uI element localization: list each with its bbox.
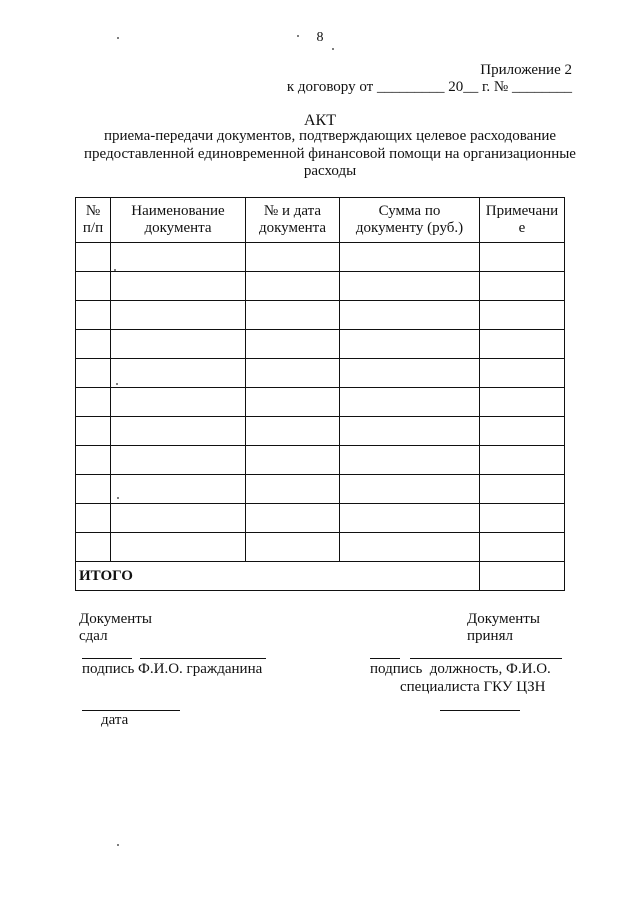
column-header-number: № п/п xyxy=(76,198,111,243)
left-label-line2: сдал xyxy=(79,628,108,644)
table-cell xyxy=(76,475,111,504)
table-row xyxy=(76,243,565,272)
table-cell xyxy=(246,446,340,475)
scan-speck xyxy=(332,48,334,50)
right-signature-caption-2: специалиста ГКУ ЦЗН xyxy=(400,679,546,695)
table-cell xyxy=(76,533,111,562)
right-position-fio-line xyxy=(410,658,562,659)
table-row xyxy=(76,272,565,301)
right-label-line2: принял xyxy=(467,628,513,644)
table-cell xyxy=(246,533,340,562)
table-cell xyxy=(340,301,480,330)
scan-speck xyxy=(117,844,119,846)
table-cell xyxy=(340,388,480,417)
table-cell xyxy=(480,533,565,562)
table-body xyxy=(76,243,565,591)
document-subtitle: приема-передачи документов, подтверждающих целевое расходование предоставленной единовременной финансовой помощи на организационные расходы xyxy=(84,128,576,179)
page-number: 8 xyxy=(316,30,324,45)
table-cell xyxy=(340,330,480,359)
table-cell xyxy=(111,388,246,417)
table-row xyxy=(76,417,565,446)
column-header-doc-number-date: № и дата документа xyxy=(246,198,340,243)
table-cell xyxy=(246,359,340,388)
column-header-name: Наименование документа xyxy=(111,198,246,243)
table-cell xyxy=(76,417,111,446)
table-cell xyxy=(480,301,565,330)
table-cell xyxy=(340,272,480,301)
left-date-label: дата xyxy=(101,712,129,728)
right-date-line xyxy=(440,710,520,711)
table-cell xyxy=(340,504,480,533)
right-signature-caption-1: подпись должность, Ф.И.О. xyxy=(370,661,551,677)
documents-table xyxy=(75,197,565,591)
table-cell xyxy=(340,446,480,475)
table-cell xyxy=(246,475,340,504)
table-cell xyxy=(76,243,111,272)
table-cell xyxy=(76,446,111,475)
table-cell xyxy=(76,301,111,330)
table-cell xyxy=(480,504,565,533)
table-row xyxy=(76,330,565,359)
table-cell xyxy=(480,272,565,301)
table-cell xyxy=(340,417,480,446)
appendix-label: Приложение 2 xyxy=(480,62,572,78)
table-row xyxy=(76,475,565,504)
table-cell xyxy=(246,243,340,272)
table-cell xyxy=(480,417,565,446)
table-cell xyxy=(246,417,340,446)
table-row xyxy=(76,504,565,533)
left-fio-line xyxy=(140,658,266,659)
table-cell xyxy=(246,272,340,301)
table-cell xyxy=(111,330,246,359)
table-cell xyxy=(340,243,480,272)
table-cell xyxy=(111,243,246,272)
contract-reference: к договору от _________ 20__ г. № ________ xyxy=(286,79,572,95)
table-row xyxy=(76,301,565,330)
scan-speck xyxy=(116,383,118,385)
table-cell xyxy=(480,388,565,417)
scan-speck xyxy=(117,37,119,39)
table-row xyxy=(76,388,565,417)
table-cell xyxy=(480,446,565,475)
table-row xyxy=(76,359,565,388)
right-signature-line xyxy=(370,658,400,659)
left-signature-caption: подпись Ф.И.О. гражданина xyxy=(82,661,263,677)
column-header-note: Примечани е xyxy=(480,198,565,243)
table-cell xyxy=(111,533,246,562)
table-cell xyxy=(340,359,480,388)
table-row xyxy=(76,533,565,562)
right-label-line1: Документы xyxy=(467,611,540,627)
table-cell xyxy=(111,446,246,475)
table-cell xyxy=(111,301,246,330)
scan-speck xyxy=(117,497,119,499)
table-cell xyxy=(480,475,565,504)
table-header-row xyxy=(76,198,565,243)
table-cell xyxy=(246,330,340,359)
table-cell xyxy=(111,475,246,504)
table-cell xyxy=(480,359,565,388)
table-row xyxy=(76,446,565,475)
table-cell xyxy=(340,475,480,504)
total-row xyxy=(76,562,565,591)
table-cell xyxy=(246,504,340,533)
table-cell xyxy=(480,330,565,359)
table-cell xyxy=(111,504,246,533)
table-cell xyxy=(76,359,111,388)
total-value-cell xyxy=(480,562,565,591)
document-title: АКТ xyxy=(304,112,336,129)
table-cell xyxy=(76,330,111,359)
table-cell xyxy=(246,388,340,417)
table-cell xyxy=(246,301,340,330)
table-cell xyxy=(76,272,111,301)
left-date-line xyxy=(82,710,180,711)
table-cell xyxy=(111,272,246,301)
table-cell xyxy=(340,533,480,562)
column-header-amount: Сумма по документу (руб.) xyxy=(340,198,480,243)
table-cell xyxy=(76,388,111,417)
table-cell xyxy=(480,243,565,272)
total-label: ИТОГО xyxy=(76,562,480,591)
left-label-line1: Документы xyxy=(79,611,152,627)
table-cell xyxy=(111,417,246,446)
left-signature-line xyxy=(82,658,132,659)
table-cell xyxy=(111,359,246,388)
table-cell xyxy=(76,504,111,533)
scan-speck xyxy=(114,269,116,271)
scan-speck xyxy=(297,35,299,37)
